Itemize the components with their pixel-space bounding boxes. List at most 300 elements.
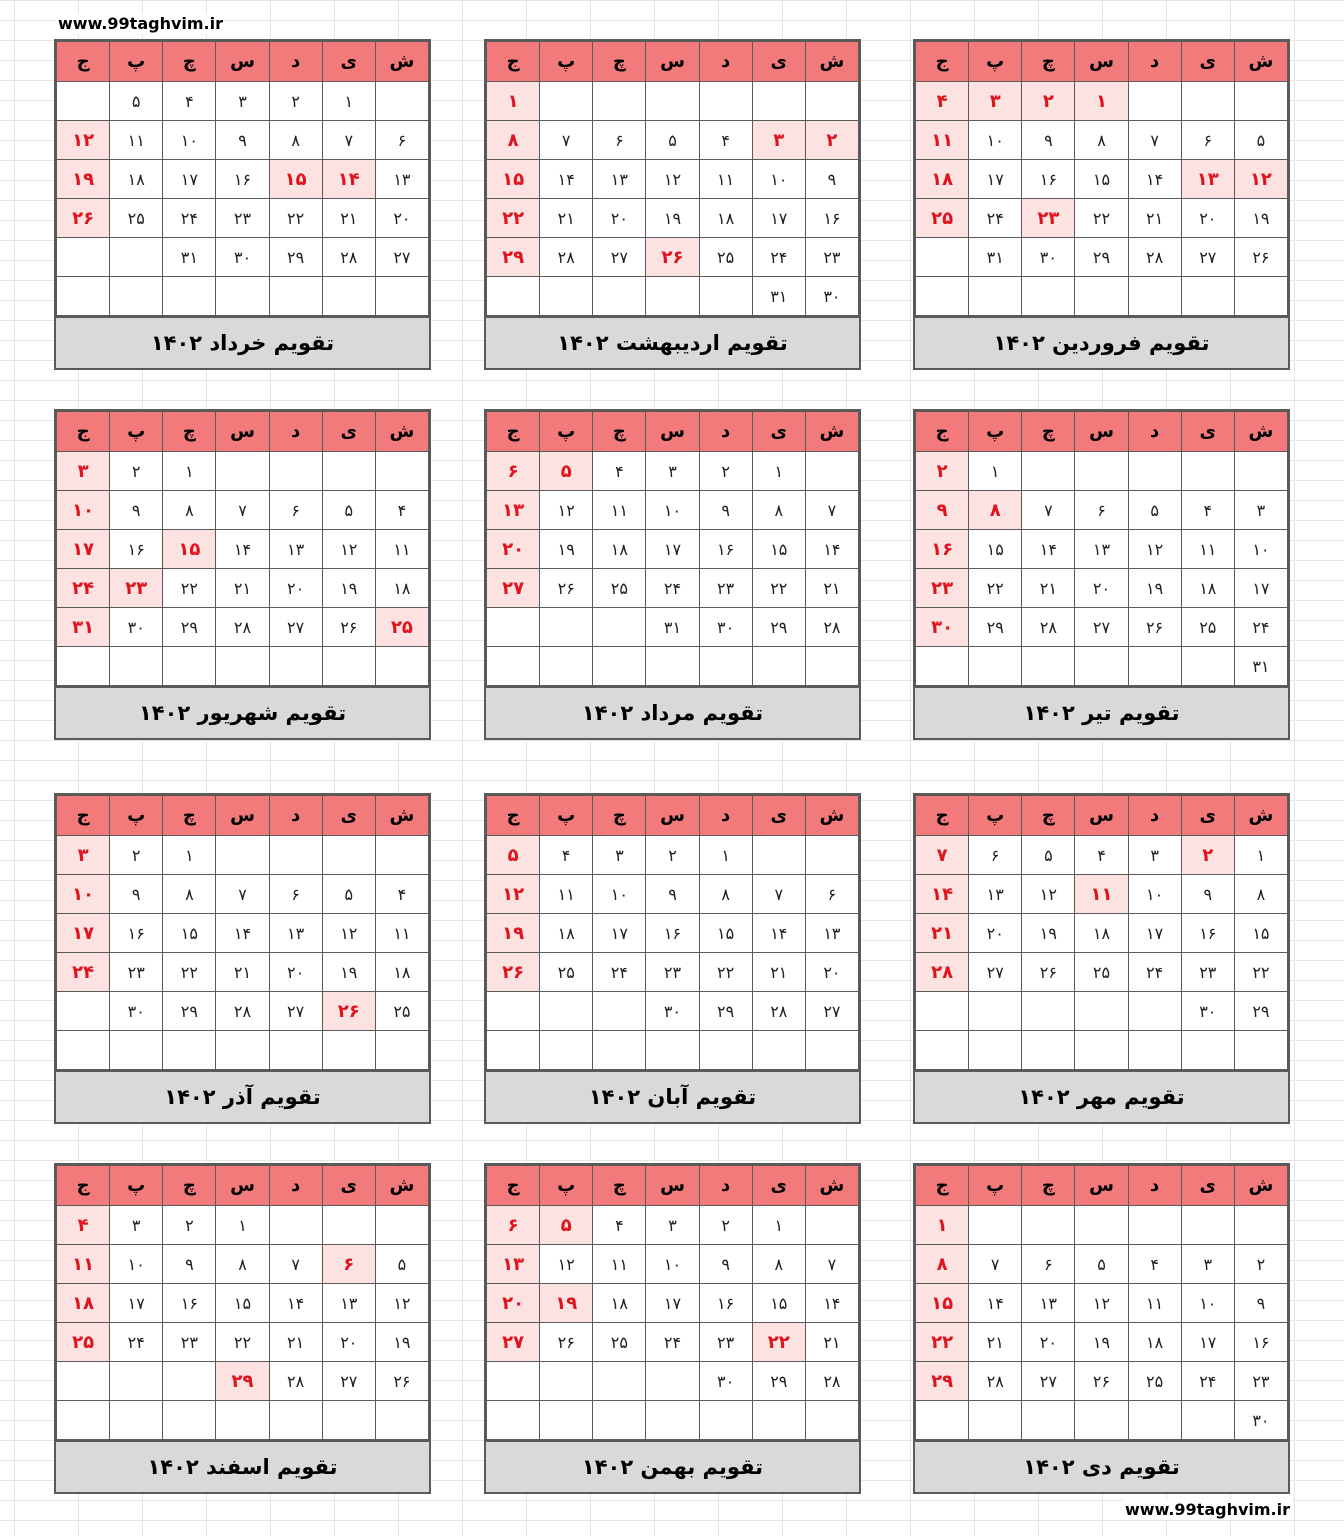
weekday-header-row [487, 796, 859, 836]
weekday-header: ج [916, 796, 969, 836]
day-cell: ۱۶ [110, 914, 163, 953]
day-cell: ۲۳ [110, 569, 163, 608]
day-cell [269, 277, 322, 316]
day-cell: ۱۶ [805, 199, 858, 238]
day-cell [752, 836, 805, 875]
weekday-header: چ [163, 796, 216, 836]
weekday-header-row [916, 412, 1288, 452]
day-cell [540, 647, 593, 686]
week-row [487, 1206, 859, 1245]
week-row [57, 914, 429, 953]
day-cell [322, 452, 375, 491]
day-cell: ۱۷ [969, 160, 1022, 199]
day-cell: ۲۳ [163, 1323, 216, 1362]
day-cell: ۱۲ [375, 1284, 428, 1323]
day-cell: ۹ [916, 491, 969, 530]
day-cell: ۷ [805, 1245, 858, 1284]
day-cell: ۲۰ [269, 569, 322, 608]
week-row [487, 992, 859, 1031]
day-cell: ۱۶ [699, 530, 752, 569]
day-cell: ۱ [163, 836, 216, 875]
day-cell [540, 1362, 593, 1401]
day-cell [916, 1031, 969, 1070]
weekday-header: ج [916, 42, 969, 82]
day-cell: ۱۵ [752, 530, 805, 569]
day-cell: ۶ [1181, 121, 1234, 160]
day-cell [1128, 452, 1181, 491]
week-row [57, 953, 429, 992]
day-cell: ۶ [1075, 491, 1128, 530]
day-cell [375, 1401, 428, 1440]
day-cell: ۵ [646, 121, 699, 160]
weekday-header: س [646, 796, 699, 836]
week-row [57, 1206, 429, 1245]
day-cell: ۲۱ [269, 1323, 322, 1362]
weekday-header: چ [163, 412, 216, 452]
day-cell [699, 277, 752, 316]
day-cell: ۲۲ [699, 953, 752, 992]
day-cell: ۲ [699, 1206, 752, 1245]
day-cell [163, 647, 216, 686]
weekday-header-row [57, 42, 429, 82]
weekday-header: پ [110, 796, 163, 836]
day-cell: ۲۱ [1022, 569, 1075, 608]
weekday-header: پ [110, 42, 163, 82]
day-cell: ۴ [375, 875, 428, 914]
day-cell [540, 82, 593, 121]
weekday-header: د [699, 412, 752, 452]
day-cell [699, 647, 752, 686]
day-cell: ۲۶ [57, 199, 110, 238]
day-cell: ۱۷ [57, 530, 110, 569]
day-cell: ۱۰ [593, 875, 646, 914]
week-row [487, 1031, 859, 1070]
day-cell: ۲ [699, 452, 752, 491]
month-grid [486, 411, 859, 686]
day-cell [269, 1031, 322, 1070]
day-cell: ۲۶ [322, 608, 375, 647]
day-cell: ۷ [322, 121, 375, 160]
day-cell: ۱ [216, 1206, 269, 1245]
day-cell [487, 608, 540, 647]
day-cell: ۲۱ [1128, 199, 1181, 238]
day-cell: ۲۹ [969, 608, 1022, 647]
day-cell [1181, 1206, 1234, 1245]
day-cell: ۶ [269, 875, 322, 914]
day-cell: ۷ [805, 491, 858, 530]
day-cell: ۵ [540, 452, 593, 491]
month-grid [56, 41, 429, 316]
day-cell [593, 608, 646, 647]
weekday-header: ش [1234, 796, 1287, 836]
week-row [487, 82, 859, 121]
day-cell: ۱۰ [1181, 1284, 1234, 1323]
day-cell: ۸ [269, 121, 322, 160]
day-cell [593, 82, 646, 121]
day-cell: ۲۲ [163, 569, 216, 608]
day-cell: ۱۶ [1234, 1323, 1287, 1362]
day-cell [269, 1401, 322, 1440]
day-cell: ۳۱ [646, 608, 699, 647]
day-cell: ۲۲ [969, 569, 1022, 608]
day-cell [593, 1031, 646, 1070]
day-cell [752, 1401, 805, 1440]
weekday-header: چ [1022, 412, 1075, 452]
day-cell: ۱۵ [163, 914, 216, 953]
weekday-header: س [216, 42, 269, 82]
week-row [916, 1206, 1288, 1245]
day-cell: ۱۳ [375, 160, 428, 199]
day-cell: ۵ [322, 875, 375, 914]
day-cell: ۱۴ [916, 875, 969, 914]
day-cell: ۱۵ [1075, 160, 1128, 199]
day-cell: ۲۰ [322, 1323, 375, 1362]
day-cell [1075, 277, 1128, 316]
day-cell [375, 277, 428, 316]
weekday-header: ج [57, 1166, 110, 1206]
day-cell: ۱۶ [699, 1284, 752, 1323]
month-grid [915, 795, 1288, 1070]
week-row [487, 160, 859, 199]
day-cell: ۷ [269, 1245, 322, 1284]
day-cell: ۱۵ [1234, 914, 1287, 953]
weekday-header: چ [1022, 796, 1075, 836]
weekday-header: س [1075, 42, 1128, 82]
weekday-header: ی [752, 42, 805, 82]
day-cell: ۲۴ [646, 1323, 699, 1362]
day-cell [805, 1401, 858, 1440]
weekday-header: چ [593, 412, 646, 452]
day-cell: ۳ [110, 1206, 163, 1245]
day-cell: ۲۴ [593, 953, 646, 992]
month-title: تقویم تیر ۱۴۰۲ [915, 686, 1288, 738]
day-cell: ۲۹ [916, 1362, 969, 1401]
day-cell: ۱۰ [1128, 875, 1181, 914]
day-cell [1128, 1206, 1181, 1245]
day-cell: ۹ [110, 875, 163, 914]
day-cell [375, 1206, 428, 1245]
weekday-header: ی [752, 796, 805, 836]
day-cell: ۱۶ [916, 530, 969, 569]
day-cell: ۲۳ [1022, 199, 1075, 238]
day-cell: ۱۸ [375, 569, 428, 608]
day-cell: ۸ [752, 491, 805, 530]
day-cell [646, 1362, 699, 1401]
day-cell: ۱۹ [1234, 199, 1287, 238]
week-row [916, 569, 1288, 608]
day-cell [1022, 277, 1075, 316]
week-row [487, 836, 859, 875]
day-cell: ۱ [322, 82, 375, 121]
day-cell: ۲۶ [540, 1323, 593, 1362]
day-cell: ۳ [646, 452, 699, 491]
week-row [487, 1323, 859, 1362]
weekday-header: د [699, 1166, 752, 1206]
day-cell [487, 1401, 540, 1440]
weekday-header: ج [57, 796, 110, 836]
day-cell: ۱ [487, 82, 540, 121]
day-cell: ۴ [375, 491, 428, 530]
day-cell: ۹ [110, 491, 163, 530]
day-cell: ۲۵ [375, 992, 428, 1031]
week-row [487, 875, 859, 914]
day-cell [1128, 1401, 1181, 1440]
day-cell: ۲۷ [487, 1323, 540, 1362]
day-cell: ۲۲ [916, 1323, 969, 1362]
weekday-header: س [216, 1166, 269, 1206]
day-cell: ۱ [1075, 82, 1128, 121]
weekday-header: د [1128, 412, 1181, 452]
day-cell: ۳۰ [916, 608, 969, 647]
day-cell: ۵ [322, 491, 375, 530]
day-cell: ۴ [540, 836, 593, 875]
day-cell: ۳۱ [1234, 647, 1287, 686]
week-row [916, 608, 1288, 647]
weekday-header: ی [1181, 42, 1234, 82]
day-cell: ۱۹ [1128, 569, 1181, 608]
day-cell: ۴ [593, 452, 646, 491]
day-cell [163, 1031, 216, 1070]
day-cell [57, 82, 110, 121]
weekday-header: س [1075, 796, 1128, 836]
day-cell: ۱۲ [540, 1245, 593, 1284]
weekday-header: ش [1234, 1166, 1287, 1206]
day-cell: ۲۴ [752, 238, 805, 277]
day-cell: ۲۶ [1022, 953, 1075, 992]
day-cell: ۱۰ [969, 121, 1022, 160]
day-cell: ۹ [1234, 1284, 1287, 1323]
day-cell: ۴ [699, 121, 752, 160]
day-cell [540, 277, 593, 316]
day-cell [1234, 277, 1287, 316]
day-cell: ۲۸ [969, 1362, 1022, 1401]
day-cell: ۳ [1128, 836, 1181, 875]
day-cell: ۸ [969, 491, 1022, 530]
day-cell: ۱۷ [593, 914, 646, 953]
day-cell: ۶ [487, 452, 540, 491]
day-cell [646, 1401, 699, 1440]
day-cell: ۹ [805, 160, 858, 199]
day-cell: ۷ [216, 875, 269, 914]
calendar-mordad [484, 409, 861, 740]
day-cell [269, 1206, 322, 1245]
day-cell: ۶ [375, 121, 428, 160]
day-cell: ۱۴ [216, 530, 269, 569]
week-row [57, 491, 429, 530]
weekday-header: س [646, 42, 699, 82]
weekday-header: ی [752, 1166, 805, 1206]
day-cell: ۱۹ [1022, 914, 1075, 953]
week-row [57, 452, 429, 491]
weekday-header: د [699, 796, 752, 836]
day-cell: ۱۴ [752, 914, 805, 953]
day-cell: ۱۶ [216, 160, 269, 199]
day-cell: ۴ [163, 82, 216, 121]
day-cell: ۹ [1022, 121, 1075, 160]
day-cell [969, 1401, 1022, 1440]
day-cell [110, 1031, 163, 1070]
week-row [57, 875, 429, 914]
day-cell [375, 82, 428, 121]
day-cell [375, 647, 428, 686]
day-cell: ۳ [216, 82, 269, 121]
day-cell: ۲۸ [216, 992, 269, 1031]
weekday-header-row [916, 1166, 1288, 1206]
day-cell: ۱۴ [540, 160, 593, 199]
week-row [487, 647, 859, 686]
day-cell: ۱۱ [699, 160, 752, 199]
day-cell [540, 608, 593, 647]
day-cell: ۱۹ [1075, 1323, 1128, 1362]
weekday-header: ی [1181, 412, 1234, 452]
day-cell: ۳۰ [699, 1362, 752, 1401]
day-cell: ۳ [593, 836, 646, 875]
weekday-header: ی [322, 1166, 375, 1206]
day-cell [216, 647, 269, 686]
day-cell: ۱۵ [216, 1284, 269, 1323]
day-cell: ۴ [57, 1206, 110, 1245]
day-cell: ۲۵ [916, 199, 969, 238]
day-cell: ۲۲ [487, 199, 540, 238]
calendar-aban [484, 793, 861, 1124]
month-title: تقویم بهمن ۱۴۰۲ [486, 1440, 859, 1492]
day-cell [57, 1362, 110, 1401]
weekday-header: ج [57, 42, 110, 82]
day-cell: ۱۷ [646, 530, 699, 569]
day-cell: ۱۱ [375, 914, 428, 953]
day-cell [1181, 82, 1234, 121]
day-cell: ۱۰ [163, 121, 216, 160]
month-grid [915, 1165, 1288, 1440]
day-cell: ۲۵ [593, 569, 646, 608]
day-cell: ۲ [805, 121, 858, 160]
week-row [487, 121, 859, 160]
week-row [57, 1031, 429, 1070]
week-row [916, 953, 1288, 992]
weekday-header: د [699, 42, 752, 82]
week-row [487, 491, 859, 530]
day-cell: ۱۳ [1181, 160, 1234, 199]
day-cell: ۱۱ [1075, 875, 1128, 914]
day-cell: ۲۲ [752, 569, 805, 608]
day-cell: ۸ [916, 1245, 969, 1284]
day-cell: ۱۱ [110, 121, 163, 160]
weekday-header: پ [969, 412, 1022, 452]
day-cell [1075, 1206, 1128, 1245]
day-cell [646, 82, 699, 121]
day-cell: ۸ [163, 491, 216, 530]
day-cell: ۲۳ [699, 1323, 752, 1362]
day-cell: ۳۰ [1022, 238, 1075, 277]
day-cell [110, 277, 163, 316]
day-cell: ۱۷ [57, 914, 110, 953]
week-row [487, 608, 859, 647]
week-row [487, 238, 859, 277]
day-cell: ۲۰ [969, 914, 1022, 953]
day-cell: ۱۱ [1128, 1284, 1181, 1323]
day-cell: ۱۶ [163, 1284, 216, 1323]
day-cell: ۱۸ [1075, 914, 1128, 953]
day-cell [1181, 1031, 1234, 1070]
day-cell: ۱۹ [487, 914, 540, 953]
week-row [57, 1401, 429, 1440]
week-row [916, 160, 1288, 199]
day-cell [805, 647, 858, 686]
day-cell [57, 238, 110, 277]
day-cell: ۱ [752, 452, 805, 491]
day-cell: ۲ [110, 836, 163, 875]
month-title: تقویم فروردین ۱۴۰۲ [915, 316, 1288, 368]
day-cell: ۱۰ [646, 1245, 699, 1284]
day-cell [1234, 82, 1287, 121]
day-cell: ۵ [110, 82, 163, 121]
weekday-header: ش [375, 796, 428, 836]
day-cell: ۳۰ [646, 992, 699, 1031]
day-cell: ۱۷ [163, 160, 216, 199]
weekday-header: د [1128, 1166, 1181, 1206]
day-cell: ۱۸ [916, 160, 969, 199]
weekday-header: پ [540, 796, 593, 836]
day-cell: ۱۷ [1181, 1323, 1234, 1362]
week-row [57, 1245, 429, 1284]
week-row [916, 1362, 1288, 1401]
day-cell [1075, 1401, 1128, 1440]
day-cell [269, 836, 322, 875]
day-cell: ۲ [269, 82, 322, 121]
weekday-header: س [216, 796, 269, 836]
day-cell: ۳۰ [699, 608, 752, 647]
day-cell: ۱۹ [322, 569, 375, 608]
day-cell [110, 1362, 163, 1401]
week-row [916, 277, 1288, 316]
day-cell [1022, 992, 1075, 1031]
day-cell [969, 992, 1022, 1031]
weekday-header: ج [487, 42, 540, 82]
day-cell [752, 82, 805, 121]
day-cell: ۲۳ [216, 199, 269, 238]
day-cell: ۶ [269, 491, 322, 530]
day-cell [1181, 1401, 1234, 1440]
weekday-header: چ [593, 1166, 646, 1206]
day-cell: ۱۱ [540, 875, 593, 914]
weekday-header-row [57, 1166, 429, 1206]
day-cell: ۲ [1022, 82, 1075, 121]
day-cell: ۲۴ [57, 953, 110, 992]
day-cell: ۸ [1234, 875, 1287, 914]
week-row [57, 836, 429, 875]
day-cell: ۳ [969, 82, 1022, 121]
week-row [916, 238, 1288, 277]
day-cell: ۲۰ [487, 1284, 540, 1323]
weekday-header: پ [540, 42, 593, 82]
day-cell: ۵ [487, 836, 540, 875]
day-cell [487, 277, 540, 316]
day-cell [1075, 1031, 1128, 1070]
week-row [487, 914, 859, 953]
day-cell [916, 992, 969, 1031]
day-cell: ۱۹ [540, 530, 593, 569]
week-row [57, 1284, 429, 1323]
day-cell: ۲۹ [269, 238, 322, 277]
day-cell: ۲۹ [163, 608, 216, 647]
weekday-header: س [1075, 1166, 1128, 1206]
day-cell [110, 647, 163, 686]
day-cell [487, 647, 540, 686]
day-cell: ۲۲ [752, 1323, 805, 1362]
day-cell: ۱۳ [969, 875, 1022, 914]
day-cell: ۶ [487, 1206, 540, 1245]
day-cell: ۱۶ [646, 914, 699, 953]
